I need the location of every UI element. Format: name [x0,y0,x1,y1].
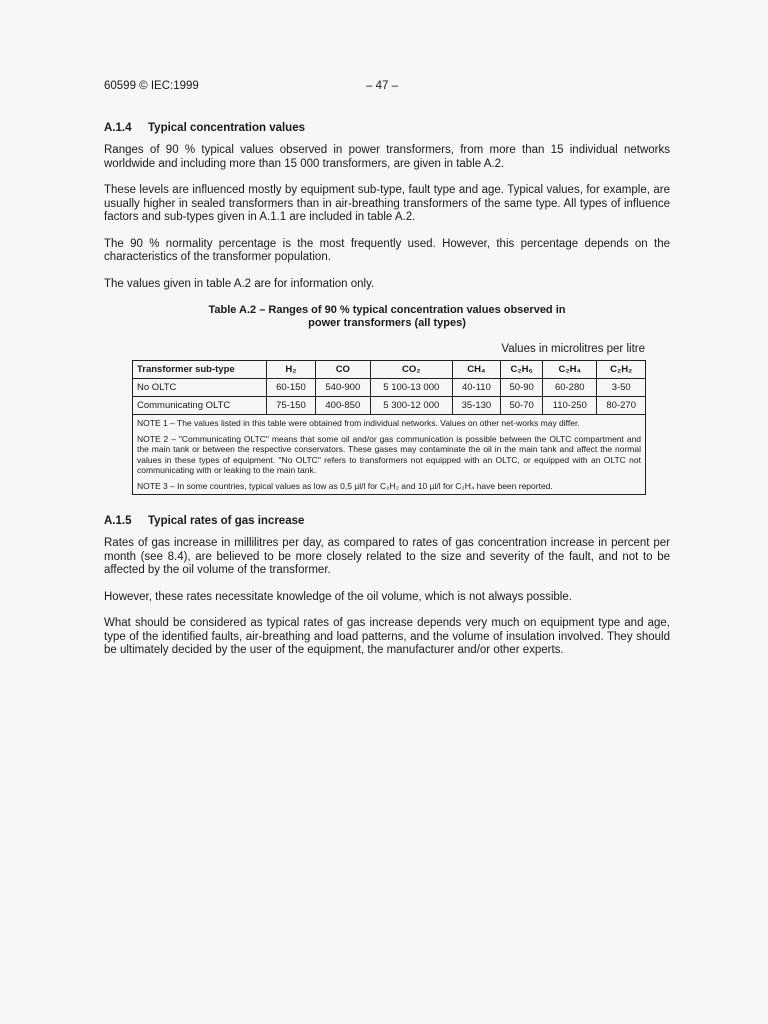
section-number: A.1.4 [104,122,132,134]
page-content [104,122,670,671]
section-heading-a15 [104,515,670,527]
paragraph: The values given in table A.2 are for information only. [104,277,375,290]
header-cell: H₂ [267,361,316,379]
section-title: Typical rates of gas increase [148,515,305,527]
concentration-table [132,360,646,495]
table-cell: 540-900 [315,379,370,397]
section-heading-a14 [104,122,670,134]
table-notes-cell [133,415,646,495]
table-header-row [133,361,646,379]
table-cell: 80-270 [597,397,646,415]
table-cell: 50-90 [501,379,543,397]
table-cell: 5 300-12 000 [370,397,452,415]
section-title: Typical concentration values [148,122,306,134]
table-note: NOTE 3 – In some countries, typical values as low as 0,5 µl/l for C₂H₂ and 10 µl/l for C₂H₄ have been reported. [137,480,553,491]
table-row [133,397,646,415]
table-notes-row [133,415,646,495]
table-cell: 5 100-13 000 [370,379,452,397]
table-cell: 40-110 [452,379,501,397]
header-cell: C₂H₄ [543,361,597,379]
section-number: A.1.5 [104,515,132,527]
document-reference: 60599 © IEC:1999 [104,80,199,92]
table-caption-line: Table A.2 – Ranges of 90 % typical concentration values observed in [208,304,566,316]
table-caption-line: power transformers (all types) [308,317,466,329]
table-cell: 110-250 [543,397,597,415]
table-note: NOTE 1 – The values listed in this table were obtained from individual networks. Values on other net-works may differ. [137,418,580,428]
table-note: NOTE 2 – "Communicating OLTC" means that some oil and/or gas communication is possible between the OLTC compartment and the main tank or between the respective conservators. These gases may contaminate the oil in the main tank and affect the normal values in these types of equipment. "No OLTC" refers to transformers not equipped with an OLTC, or equipped with an OLTC not communicating with or leaking to the main tank. [137,433,641,475]
table-units: Values in microlitres per litre [501,343,645,355]
table-cell: 50-70 [501,397,543,415]
paragraph: Ranges of 90 % typical values observed in power transformers, from more than 15 individual networks worldwide and including more than 15 000 transformers, are given in table A.2. [104,144,670,170]
paragraph: Rates of gas increase in millilitres per day, as compared to rates of gas concentration increase in percent per month (see 8.4), are believed to be more closely related to the size and severity of the fault, and not to be affected by the oil volume of the transformer. [104,537,670,576]
header-cell: CO₂ [370,361,452,379]
table-cell: No OLTC [133,379,267,397]
table-cell: 3-50 [597,379,646,397]
table-cell: 60-150 [267,379,316,397]
header-cell: C₂H₂ [597,361,646,379]
header-cell: CH₄ [452,361,501,379]
table-cell: 400-850 [315,397,370,415]
table-cell: 75-150 [267,397,316,415]
header-cell: Transformer sub-type [133,361,267,379]
paragraph: However, these rates necessitate knowledge of the oil volume, which is not always possible. [104,590,572,603]
table-caption [104,304,670,330]
header-cell: CO [315,361,370,379]
table-row [133,379,646,397]
paragraph: These levels are influenced mostly by equipment sub-type, fault type and age. Typical values, for example, are usually higher in sealed transformers than in air-breathing transformers of the same type. All types of influence factors and sub-types given in A.1.1 are included in table A.2. [104,184,670,223]
page-number: – 47 – [366,80,398,92]
table-cell: 60-280 [543,379,597,397]
header-cell: C₂H₆ [501,361,543,379]
table-cell: Communicating OLTC [133,397,267,415]
paragraph: What should be considered as typical rates of gas increase depends very much on equipment type and age, type of the identified faults, air-breathing and load patterns, and the volume of insulation involved. They should be ultimately decided by the user of the equipment, the manufacturer and/or other experts. [104,617,670,656]
table-cell: 35-130 [452,397,501,415]
paragraph: The 90 % normality percentage is the most frequently used. However, this percentage depends on the characteristics of the transformer population. [104,237,670,263]
